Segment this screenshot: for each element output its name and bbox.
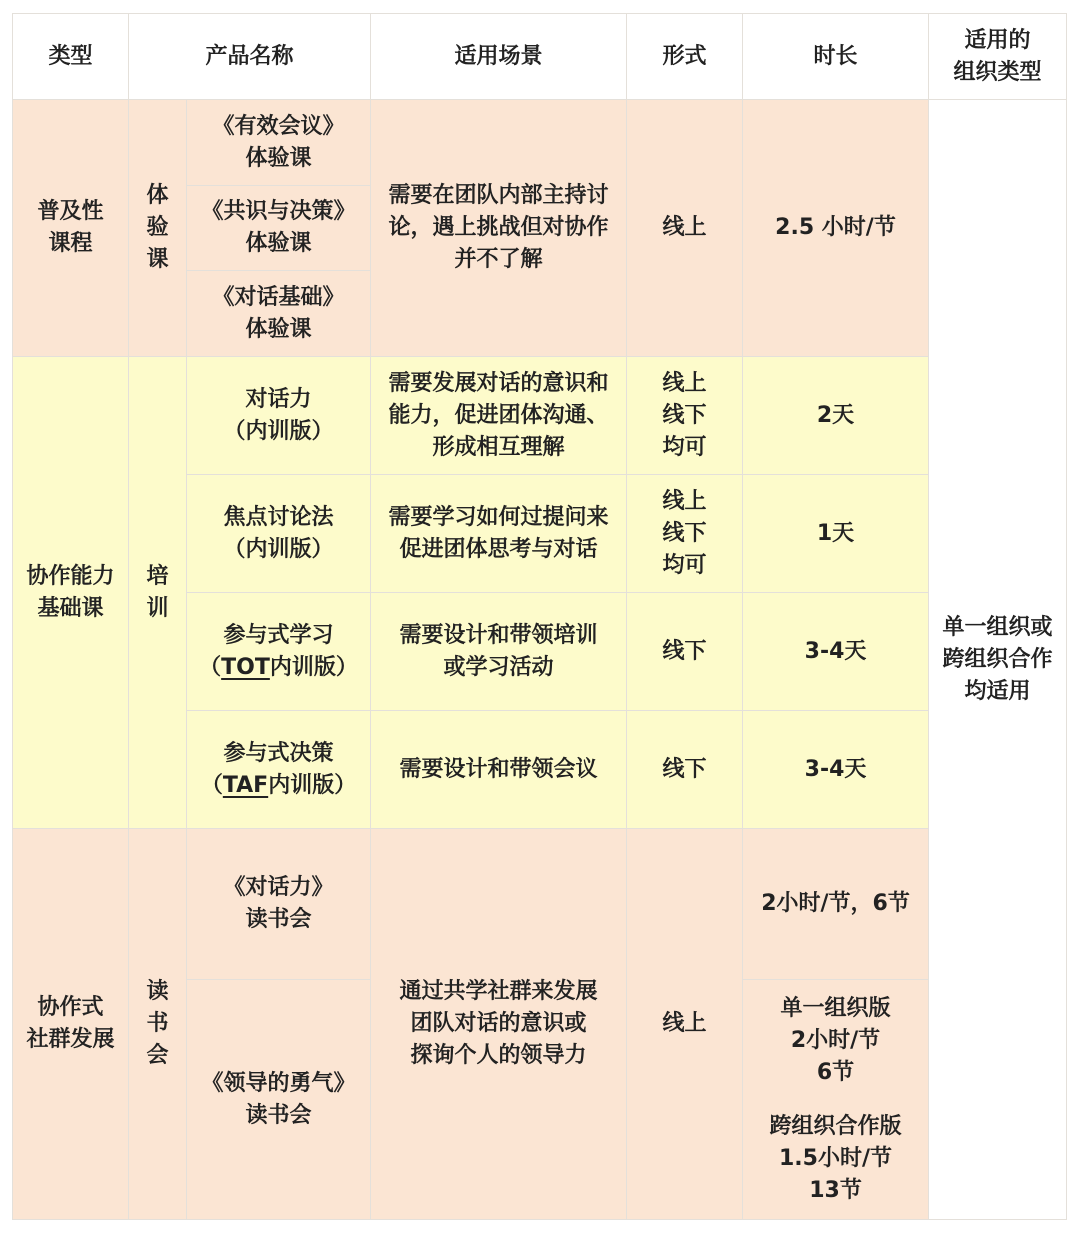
duration-cell: 1天 — [743, 475, 929, 593]
category-cell: 协作式 社群发展 — [13, 829, 129, 1220]
subtype-cell: 读 书 会 — [129, 829, 187, 1220]
category-cell: 协作能力 基础课 — [13, 357, 129, 829]
format-cell: 线上 线下 均可 — [627, 475, 743, 593]
scenario-cell: 需要学习如何过提问来 促进团体思考与对话 — [371, 475, 627, 593]
product-cell: 《领导的勇气》 读书会 — [187, 980, 371, 1220]
scenario-cell: 需要发展对话的意识和 能力，促进团体沟通、 形成相互理解 — [371, 357, 627, 475]
org-type-cell: 单一组织或 跨组织合作 均适用 — [929, 100, 1067, 1220]
table-row — [13, 100, 1067, 186]
header-format: 形式 — [627, 14, 743, 100]
duration-cell: 2天 — [743, 357, 929, 475]
duration-cell: 2.5 小时/节 — [743, 100, 929, 357]
category-cell: 普及性 课程 — [13, 100, 129, 357]
format-cell: 线上 线下 均可 — [627, 357, 743, 475]
duration-cell: 3-4天 — [743, 593, 929, 711]
header-type: 类型 — [13, 14, 129, 100]
product-cell: 参与式学习 （TOT内训版） — [187, 593, 371, 711]
scenario-cell: 需要设计和带领培训 或学习活动 — [371, 593, 627, 711]
product-table — [12, 13, 1067, 1220]
format-cell: 线下 — [627, 593, 743, 711]
header-org-type: 适用的 组织类型 — [929, 14, 1067, 100]
duration-cell: 2小时/节，6节 — [743, 829, 929, 980]
subtype-cell: 培 训 — [129, 357, 187, 829]
format-cell: 线上 — [627, 100, 743, 357]
header-product: 产品名称 — [129, 14, 371, 100]
duration-cell: 3-4天 — [743, 711, 929, 829]
product-cell: 《对话基础》 体验课 — [187, 271, 371, 357]
product-cell: 对话力 （内训版） — [187, 357, 371, 475]
format-cell: 线上 — [627, 829, 743, 1220]
subtype-cell: 体 验 课 — [129, 100, 187, 357]
table-row — [13, 829, 1067, 980]
product-cell: 《有效会议》 体验课 — [187, 100, 371, 186]
table-row — [13, 357, 1067, 475]
product-cell: 焦点讨论法 （内训版） — [187, 475, 371, 593]
product-cell: 《对话力》 读书会 — [187, 829, 371, 980]
header-duration: 时长 — [743, 14, 929, 100]
product-cell: 参与式决策 （TAF内训版） — [187, 711, 371, 829]
header-scenario: 适用场景 — [371, 14, 627, 100]
format-cell: 线下 — [627, 711, 743, 829]
scenario-cell: 通过共学社群来发展 团队对话的意识或 探询个人的领导力 — [371, 829, 627, 1220]
scenario-cell: 需要设计和带领会议 — [371, 711, 627, 829]
header-row — [13, 14, 1067, 100]
product-cell: 《共识与决策》 体验课 — [187, 186, 371, 271]
duration-cell: 单一组织版 2小时/节 6节 跨组织合作版 1.5小时/节 13节 — [743, 980, 929, 1220]
scenario-cell: 需要在团队内部主持讨 论，遇上挑战但对协作 并不了解 — [371, 100, 627, 357]
